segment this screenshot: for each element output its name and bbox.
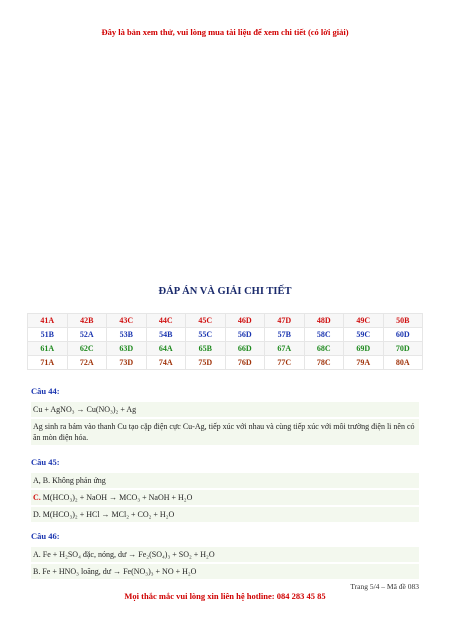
question-46 xyxy=(31,531,419,579)
question-44 xyxy=(31,386,419,445)
hotline-notice: Mọi thắc mắc vui lòng xin liên hệ hotline: 084 283 45 85 xyxy=(124,591,326,601)
answer-cell: 43C xyxy=(107,314,147,328)
answer-cell: 74A xyxy=(146,356,186,370)
answer-cell: 54B xyxy=(146,328,186,342)
question-45 xyxy=(31,457,419,522)
answer-cell: 65B xyxy=(186,342,226,356)
page-title: ĐÁP ÁN VÀ GIẢI CHI TIẾT xyxy=(158,286,292,297)
answer-table xyxy=(27,313,423,370)
answer-cell: 73D xyxy=(107,356,147,370)
answer-cell: 68C xyxy=(304,342,344,356)
answer-cell: 57B xyxy=(265,328,305,342)
solution-line: B. Fe + HNO₃ loãng, dư → Fe(NO₃)₃ + NO + H₂O xyxy=(31,564,419,579)
solution-line: Cu + AgNO₃ → Cu(NO₃)₂ + Ag xyxy=(31,402,419,417)
solution-line: Ag sinh ra bám vào thanh Cu tạo cặp điện cực Cu-Ag, tiếp xúc với nhau và cùng tiếp xúc với môi trường điện li nên có ăn mòn điện hóa. xyxy=(31,419,419,445)
answer-cell: 56D xyxy=(225,328,265,342)
solution-line xyxy=(31,490,419,505)
answer-cell: 69D xyxy=(344,342,384,356)
answer-row xyxy=(28,342,423,356)
answer-cell: 77C xyxy=(265,356,305,370)
solution-text: M(HCO₃)₂ + NaOH → MCO₃ + NaOH + H₂O xyxy=(40,493,193,502)
solution-line: A. Fe + H₂SO₄ đặc, nóng, dư → Fe₂(SO₄)₃ + SO₂ + H₂O xyxy=(31,547,419,562)
question-heading: Câu 44: xyxy=(31,386,60,396)
answer-row xyxy=(28,328,423,342)
answer-cell: 62C xyxy=(67,342,107,356)
answer-cell: 61A xyxy=(28,342,68,356)
question-heading: Câu 46: xyxy=(31,531,60,541)
answer-cell: 60D xyxy=(383,328,423,342)
answer-cell: 49C xyxy=(344,314,384,328)
answer-row xyxy=(28,314,423,328)
answer-cell: 45C xyxy=(186,314,226,328)
answer-cell: 71A xyxy=(28,356,68,370)
answer-cell: 44C xyxy=(146,314,186,328)
answer-cell: 42B xyxy=(67,314,107,328)
question-heading: Câu 45: xyxy=(31,457,60,467)
answer-cell: 53B xyxy=(107,328,147,342)
answer-cell: 79A xyxy=(344,356,384,370)
answer-cell: 52A xyxy=(67,328,107,342)
answer-cell: 76D xyxy=(225,356,265,370)
answer-cell: 80A xyxy=(383,356,423,370)
answer-cell: 47D xyxy=(265,314,305,328)
answer-cell: 75D xyxy=(186,356,226,370)
answer-cell: 58C xyxy=(304,328,344,342)
solution-line: D. M(HCO₃)₂ + HCl → MCl₂ + CO₂ + H₂O xyxy=(31,507,419,522)
answer-cell: 67A xyxy=(265,342,305,356)
answer-cell: 41A xyxy=(28,314,68,328)
answer-cell: 64A xyxy=(146,342,186,356)
answer-cell: 51B xyxy=(28,328,68,342)
answer-cell: 50B xyxy=(383,314,423,328)
page-number: Trang 5/4 – Mã đề 083 xyxy=(350,582,419,591)
answer-row xyxy=(28,356,423,370)
answer-cell: 72A xyxy=(67,356,107,370)
correct-option-label: C. xyxy=(33,493,41,502)
answer-cell: 70D xyxy=(383,342,423,356)
answer-cell: 63D xyxy=(107,342,147,356)
answer-cell: 59C xyxy=(344,328,384,342)
answer-cell: 48D xyxy=(304,314,344,328)
preview-notice: Đây là bản xem thử, vui lòng mua tài liệu để xem chi tiết (có lời giải) xyxy=(101,27,349,37)
answer-cell: 46D xyxy=(225,314,265,328)
answer-cell: 55C xyxy=(186,328,226,342)
answer-cell: 78C xyxy=(304,356,344,370)
solution-line: A, B. Không phản ứng xyxy=(31,473,419,488)
answer-cell: 66D xyxy=(225,342,265,356)
